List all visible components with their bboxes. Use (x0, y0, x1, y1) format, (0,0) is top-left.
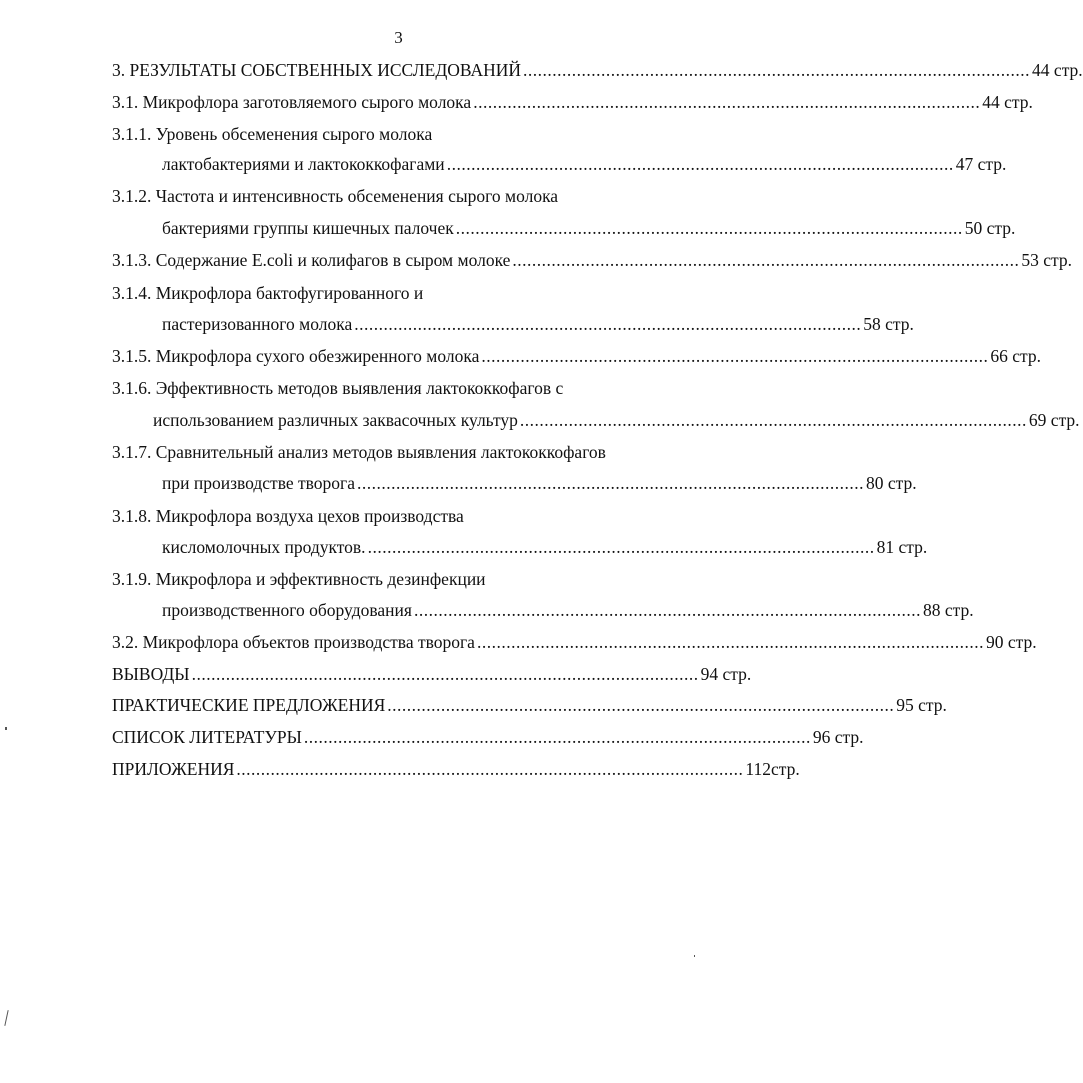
page-number: 3 (394, 28, 403, 47)
dot-leader: ........................................................................................................ (476, 632, 984, 652)
toc-entry-3-1-8-title: 3.1.8. Микрофлора воздуха цехов производства (112, 506, 464, 526)
toc-entry-page: 53 стр. (1021, 250, 1073, 270)
dot-leader: ........................................................................................................ (357, 473, 864, 493)
toc-entry-3-1-1-title: 3.1.1. Уровень обсеменения сырого молока (112, 124, 433, 144)
toc-entry-3-1-3 (112, 249, 1073, 271)
dot-leader: ........................................................................................................ (512, 250, 1020, 270)
dot-leader: ........................................................................................................ (523, 60, 1031, 80)
toc-entry-page: 50 стр. (964, 218, 1016, 238)
toc-entry-practical (112, 694, 947, 716)
toc-entry-page: 90 стр. (985, 632, 1037, 652)
toc-entry-page: 44 стр. (982, 92, 1033, 112)
dot-leader: ........................................................................................................ (354, 314, 862, 334)
toc-entry-page: 66 стр. (990, 346, 1041, 366)
toc-entry-page: 44 стр. (1032, 60, 1083, 80)
toc-entry-label: ВЫВОДЫ (112, 664, 190, 684)
toc-entry-page: 88 стр. (922, 600, 974, 620)
toc-entry-page: 47 стр. (955, 154, 1007, 174)
toc-entry-3-1-1 (162, 153, 1007, 175)
toc-entry-label: кисломолочных продуктов. (162, 537, 366, 557)
toc-entry-3-1-7-title: 3.1.7. Сравнительный анализ методов выявления лактококкофагов (112, 442, 606, 462)
toc-entry-3-1-6 (153, 409, 1080, 431)
toc-entry-label: производственного оборудования (162, 600, 412, 620)
toc-entry-3-1 (112, 91, 1033, 113)
toc-entry-3-1-2 (162, 217, 1016, 239)
toc-entry-page: 94 стр. (700, 664, 752, 684)
toc-entry-page: 96 стр. (812, 727, 864, 747)
toc-entry-page: 58 стр. (863, 314, 914, 334)
toc-entry-3-1-6-title: 3.1.6. Эффективность методов выявления лактококкофагов с (112, 378, 564, 398)
toc-entry-appendices (112, 758, 800, 780)
dot-leader: ........................................................................................................ (236, 759, 744, 779)
toc-entry-label: 3. РЕЗУЛЬТАТЫ СОБСТВЕННЫХ ИССЛЕДОВАНИЙ (112, 60, 522, 80)
toc-entry-label: при производстве творога (162, 473, 355, 493)
toc-entry-conclusions (112, 663, 752, 685)
dot-leader: ........................................................................................................ (191, 664, 699, 684)
toc-entry-label: 3.1. Микрофлора заготовляемого сырого молока (112, 92, 472, 112)
toc-entry-page: 95 стр. (896, 695, 947, 715)
toc-entry-references (112, 726, 864, 748)
toc-entry-label: лактобактериями и лактококкофагами (162, 154, 445, 174)
dot-leader: ........................................................................................................ (367, 537, 875, 557)
toc-entry-page: 81 стр. (876, 537, 928, 557)
toc-entry-label: 3.2. Микрофлора объектов производства творога (112, 632, 475, 652)
dot-leader: ........................................................................................................ (519, 410, 1027, 430)
toc-entry-3-1-9-title: 3.1.9. Микрофлора и эффективность дезинфекции (112, 569, 486, 589)
toc-entry-3-1-5 (112, 345, 1041, 367)
toc-entry-3-2 (112, 631, 1037, 653)
toc-entry-label: 3.1.3. Содержание E.coli и колифагов в сыром молоке (112, 250, 511, 270)
toc-entry-3-1-7 (162, 472, 917, 494)
dot-leader: ........................................................................................................ (387, 695, 895, 715)
dot-leader: ........................................................................................................ (413, 600, 921, 620)
toc-entry-page: 69 стр. (1028, 410, 1080, 430)
toc-entry-label: пастеризованного молока (162, 314, 353, 334)
dot-leader: ........................................................................................................ (446, 154, 954, 174)
toc-entry-label: использованием различных заквасочных культур (153, 410, 518, 430)
scan-speck (694, 955, 695, 957)
scan-speck (5, 727, 7, 730)
toc-entry-label: ПРАКТИЧЕСКИЕ ПРЕДЛОЖЕНИЯ (112, 695, 386, 715)
toc-entry-label: бактериями группы кишечных палочек (162, 218, 454, 238)
toc-entry-3-1-8 (162, 536, 928, 558)
toc-entry-label: СПИСОК ЛИТЕРАТУРЫ (112, 727, 302, 747)
dot-leader: ........................................................................................................ (473, 92, 981, 112)
toc-entry-3-1-9 (162, 599, 974, 621)
toc-entry-label: 3.1.5. Микрофлора сухого обезжиренного молока (112, 346, 480, 366)
toc-entry-3-1-4 (162, 313, 914, 335)
toc-entry-page: 80 стр. (866, 473, 917, 493)
toc-entry-3-1-2-title: 3.1.2. Частота и интенсивность обсеменения сырого молока (112, 186, 559, 206)
dot-leader: ........................................................................................................ (481, 346, 989, 366)
dot-leader: ........................................................................................................ (455, 218, 963, 238)
toc-entry-results (112, 59, 1083, 81)
toc-entry-3-1-4-title: 3.1.4. Микрофлора бактофугированного и (112, 283, 424, 303)
toc-entry-page: 112стр. (745, 759, 800, 779)
toc-entry-label: ПРИЛОЖЕНИЯ (112, 759, 235, 779)
dot-leader: ........................................................................................................ (303, 727, 811, 747)
